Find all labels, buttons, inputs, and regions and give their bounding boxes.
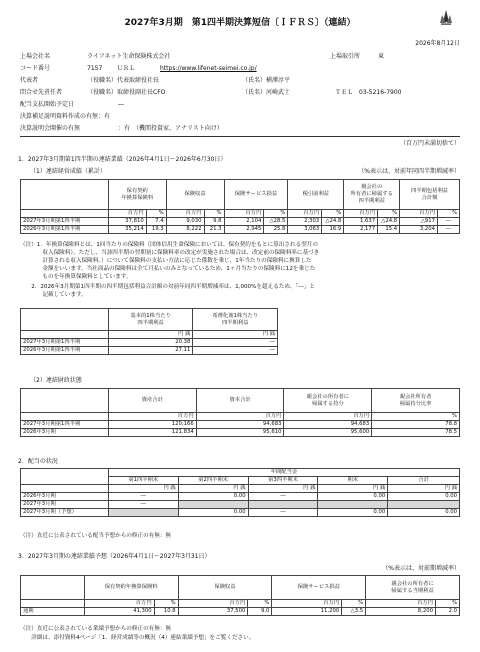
- dividend-date-label: 配当支払開始予定日: [20, 101, 75, 108]
- unit: 百万円: [272, 600, 342, 608]
- note-line: （注）1．年換算保険料とは、1回当たりの保険料（団体信用生命保険においては、保有契約をもとに算出される翌月の: [20, 242, 318, 248]
- row-label: 2027年3月期（予想）: [21, 509, 109, 517]
- col-diluted-eps: 希薄化後1株当たり 四半期利益: [193, 309, 278, 331]
- col-basic-eps: 基本的1株当たり 四半期利益: [108, 309, 193, 331]
- report-date: 2026年8月12日: [415, 40, 460, 47]
- unit: 百万円: [224, 210, 264, 218]
- note-line: 2．2026年3月期第1四半期の四半期包括利益合計額の対前年同四半期増減率は、1,000%を超えるため、「―」と: [20, 284, 315, 290]
- col-parent-profit: 親会社の 所有者に帰属する 四半期利益: [344, 180, 400, 210]
- unit: 百万円: [108, 210, 146, 218]
- cell: △28.5: [264, 218, 288, 226]
- row-label: 2027年3月期: [21, 501, 109, 509]
- col-equity-ratio: 親会社所有者 帰属持分比率: [372, 389, 460, 413]
- cell: 2,177: [344, 226, 378, 234]
- cell: ―: [108, 493, 178, 501]
- col-parent-profit: 親会社の所有者に 帰属する当期利益: [366, 576, 460, 600]
- document-title: 2027年3月期 第1四半期決算短信〔ＩＦＲＳ〕（連結）: [124, 18, 356, 28]
- cell: 121,834: [108, 429, 196, 437]
- cell: 27.11: [108, 347, 193, 355]
- cell: △917: [400, 218, 438, 226]
- col-total-assets: 資産合計: [108, 389, 196, 413]
- row-label: 2026年3月期第1四半期: [21, 347, 109, 355]
- unit: 百万円: [108, 413, 196, 421]
- empty-header: [21, 180, 109, 210]
- cell: 0.00: [318, 493, 388, 501]
- cell: ―: [438, 226, 460, 234]
- dividend-table: [20, 468, 460, 517]
- meeting-label: 決算説明会開催の有無: [20, 125, 81, 132]
- cell: 37,500: [178, 608, 248, 616]
- meeting-value: ：有 （機関投資家、アナリスト向け）: [118, 125, 223, 132]
- note-line: 記載しています。: [20, 292, 87, 298]
- row-label: 2026年3月期: [21, 429, 109, 437]
- code-label: コード番号: [20, 65, 51, 72]
- cell: 120,166: [108, 421, 196, 429]
- cell: △3.5: [342, 608, 366, 616]
- col-comprehensive: 四半期包括利益 合計額: [400, 180, 460, 210]
- cell: 10.8: [154, 608, 178, 616]
- row-label: 2026年3月期: [21, 493, 109, 501]
- cell: 9.8: [204, 218, 224, 226]
- forecast-table: [20, 575, 460, 616]
- dividend-heading: 2．配当の状況: [18, 458, 58, 465]
- unit: %: [248, 600, 272, 608]
- unit: 百万円: [166, 210, 204, 218]
- contact-name: （氏名）河崎武士: [242, 89, 291, 96]
- note-line: 金額をいいます。当社商品の保険料は全て月払いのみとなっているため、1ヶ月当たりの保険料に12を乗じた: [20, 266, 316, 272]
- row-label: 2027年3月期第1四半期: [21, 218, 109, 226]
- col-pretax-profit: 税引前利益: [288, 180, 344, 210]
- note-line: 収入保険料）。ただし、当該四半期の翌期初に保険料率の改定が実施された場合は、改定前の保険料率に基づき: [20, 250, 320, 256]
- unit: %: [204, 210, 224, 218]
- shaded-cell: [388, 501, 460, 509]
- unit: 百万円: [366, 600, 436, 608]
- unit: 円 銭: [193, 331, 278, 339]
- section1-pct-note: （%表示は、対前年同四半期増減率）: [358, 168, 460, 175]
- cell: 0.00: [178, 509, 248, 517]
- company-name: ライフネット生命保険株式会社: [87, 53, 171, 60]
- divider: [20, 136, 460, 137]
- section1-sub: （1）連結経営成績（累計）: [30, 168, 106, 175]
- unit: %: [264, 210, 288, 218]
- cell: ―: [248, 509, 318, 517]
- unit: 円 銭: [108, 331, 193, 339]
- col-total: 合計: [388, 477, 460, 485]
- cell: 2.0: [435, 608, 459, 616]
- unit: 円 銭: [248, 485, 318, 493]
- cell: 78.5: [372, 429, 460, 437]
- col-total-equity: 資本合計: [196, 389, 284, 413]
- cell: △24.8: [378, 218, 400, 226]
- cell: 8,222: [166, 226, 204, 234]
- cell: 7.4: [146, 218, 166, 226]
- row-label: 通期: [21, 608, 85, 616]
- unit: 百万円: [196, 413, 284, 421]
- unit: 百万円: [84, 600, 154, 608]
- unit: %: [342, 600, 366, 608]
- unit: %: [322, 210, 344, 218]
- cell: 9.0: [248, 608, 272, 616]
- position-table: [20, 388, 460, 437]
- unit: %: [146, 210, 166, 218]
- cell: ―: [108, 501, 178, 509]
- row-label: 2027年3月期第1四半期: [21, 421, 109, 429]
- col-q3-end: 第3四半期末: [248, 477, 318, 485]
- unit: %: [372, 413, 460, 421]
- url-label: ＵＲＬ: [117, 65, 136, 72]
- note-line: ものを年換算保険料としています。: [20, 274, 132, 280]
- cell: 95,610: [196, 429, 284, 437]
- code-value: 7157: [87, 65, 103, 72]
- unit: 百万円: [284, 413, 372, 421]
- col-insurance-revenue: 保険収益: [166, 180, 224, 210]
- cell: 3,204: [400, 226, 438, 234]
- note-line: 計算される収入保険料。）について保険料の支払い方法に応じた係数を乗じ、1年当たりの保険料に換算した: [20, 258, 312, 264]
- forecast-pct-note: （%表示は、対前期増減率）: [382, 565, 460, 572]
- unit: %: [378, 210, 400, 218]
- shaded-cell: [318, 501, 388, 509]
- col-insurance-service: 保険サービス損益: [224, 180, 288, 210]
- rep-name: （氏名）横澤淳平: [242, 77, 291, 84]
- cell: 78.8: [372, 421, 460, 429]
- forecast-note: 詳細は、添付資料4ページ「1．経営成績等の概況（4）連結業績予想」をご覧ください。: [20, 635, 255, 641]
- cell: 2,945: [224, 226, 264, 234]
- unit: %: [154, 600, 178, 608]
- cell: 21.3: [204, 226, 224, 234]
- position-heading: （2）連結財政状態: [30, 377, 82, 384]
- contact-label: 問合せ先責任者: [20, 89, 63, 96]
- company-url-link[interactable]: https://www.lifenet-seimei.co.jp/: [160, 65, 257, 72]
- shaded-cell: [108, 509, 178, 517]
- unit: 円 銭: [178, 485, 248, 493]
- cell: 35,214: [108, 226, 146, 234]
- forecast-heading: 3．2027年3月期の連結業績予想（2026年4月1日～2027年3月31日）: [18, 553, 211, 560]
- cell: 41,300: [84, 608, 154, 616]
- unit-note: （百万円未満切捨て）: [399, 140, 460, 147]
- cell: 25.8: [264, 226, 288, 234]
- row-label: 2026年3月期第1四半期: [21, 226, 109, 234]
- shaded-cell: [248, 501, 318, 509]
- col-owners-equity: 親会社の所有者に 帰属する持分: [284, 389, 372, 413]
- col-annualized-premium: 保有契約年換算保険料: [84, 576, 178, 600]
- dividend-date-value: ―: [118, 101, 124, 108]
- cell: 2,303: [288, 218, 322, 226]
- cell: 0.00: [318, 509, 388, 517]
- cell: 95,600: [284, 429, 372, 437]
- cell: 9,030: [166, 218, 204, 226]
- exchange-value: 東: [378, 53, 385, 60]
- cell: 94,683: [196, 421, 284, 429]
- unit: 百万円: [344, 210, 378, 218]
- cell: 8,200: [366, 608, 436, 616]
- col-year-end: 期末: [318, 477, 388, 485]
- listed-label: 上場会社名: [20, 53, 51, 60]
- col-insurance-revenue: 保険収益: [178, 576, 272, 600]
- unit: 百万円: [178, 600, 248, 608]
- row-label: 2027年3月期第1四半期: [21, 339, 109, 347]
- col-annual-dividend: 年間配当金: [108, 469, 459, 477]
- col-annualized-premium: 保有契約 年換算保険料: [108, 180, 166, 210]
- unit: %: [435, 600, 459, 608]
- cell: ―: [248, 493, 318, 501]
- shaded-cell: [178, 501, 248, 509]
- cell: 2,104: [224, 218, 264, 226]
- cell: 0.00: [388, 509, 460, 517]
- col-q1-end: 第1四半期末: [108, 477, 178, 485]
- unit: 円 銭: [388, 485, 460, 493]
- cell: 1,637: [344, 218, 378, 226]
- rep-title: （役職名）代表取締役社長: [87, 77, 160, 84]
- section1-heading: 1．2027年3月期第1四半期の連結業績（2026年4月1日～2026年6月30日）: [18, 156, 227, 163]
- contact-tel: ＴＥＬ 03-5216-7900: [335, 89, 402, 96]
- cell: 16.9: [322, 226, 344, 234]
- rep-label: 代表者: [20, 77, 39, 84]
- dividend-note: （注）直近に公表されている配当予想からの修正の有無：無: [20, 533, 172, 539]
- cell: 19.3: [146, 226, 166, 234]
- cell: ―: [438, 218, 460, 226]
- cell: 11,200: [272, 608, 342, 616]
- col-q2-end: 第2四半期末: [178, 477, 248, 485]
- cell: ―: [193, 347, 278, 355]
- cell: ―: [193, 339, 278, 347]
- cell: 0.00: [178, 493, 248, 501]
- unit: 百万円: [288, 210, 322, 218]
- unit: 百万円: [400, 210, 438, 218]
- unit: 円 銭: [108, 485, 178, 493]
- cell: 15.4: [378, 226, 400, 234]
- cell: 94,683: [284, 421, 372, 429]
- cell: 37,810: [108, 218, 146, 226]
- col-insurance-service: 保険サービス損益: [272, 576, 366, 600]
- unit: 円 銭: [318, 485, 388, 493]
- cell: 0.00: [388, 493, 460, 501]
- unit: %: [438, 210, 460, 218]
- results-table: [20, 179, 460, 234]
- exchange-label: 上場取引所: [330, 53, 361, 60]
- forecast-note: （注）直近に公表されている業績予想からの修正の有無：無: [20, 626, 172, 632]
- cell: 3,063: [288, 226, 322, 234]
- cell: △24.8: [322, 218, 344, 226]
- eps-table: [20, 308, 278, 355]
- contact-title: （役職名）取締役副社長CFO: [87, 89, 166, 96]
- cell: 20.38: [108, 339, 193, 347]
- supplementary-material: 決算補足説明資料作成の有無：有: [20, 113, 111, 120]
